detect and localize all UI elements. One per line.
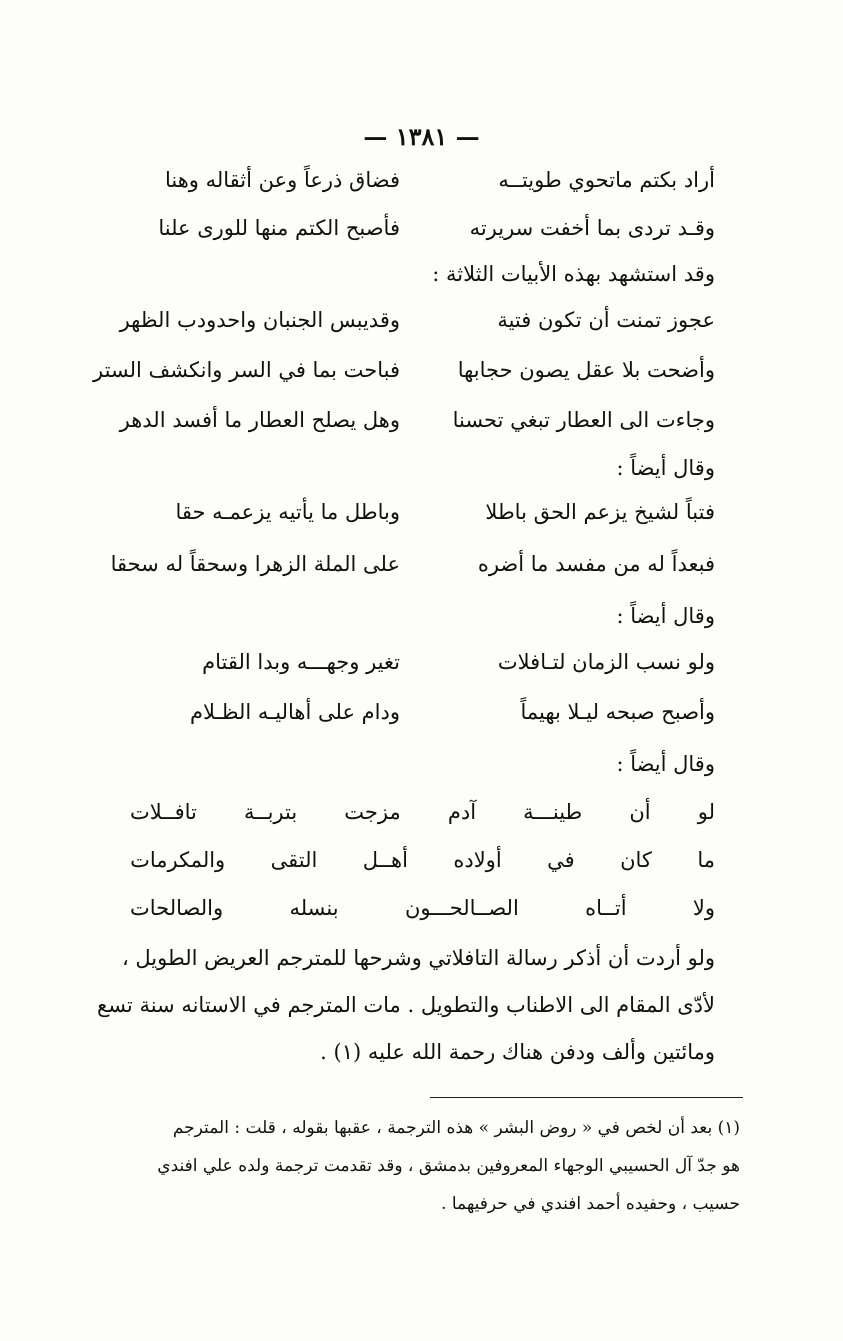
footnote-divider xyxy=(430,1097,743,1098)
footnote-line: هو جدّ آل الحسيبي الوجهاء المعروفين بدمشق ، وقد تقدمت ترجمة ولده علي افندي xyxy=(157,1156,740,1176)
verse-word: بنسله xyxy=(289,896,339,920)
verse-word: التقى xyxy=(270,848,318,872)
second-hemistich: فضاق ذرعاً وعن أثقاله وهنا xyxy=(164,168,400,192)
verse-word: في xyxy=(547,848,575,872)
verse-word: ولا xyxy=(692,896,715,920)
intro-line: وقال أيضاً : xyxy=(616,456,715,480)
second-hemistich: فباحت بما في السر وانكشف الستر xyxy=(92,358,400,382)
poem-couplet xyxy=(110,552,715,592)
poem-couplet xyxy=(130,700,715,740)
first-hemistich: وقـد تردى بما أخفت سريرته xyxy=(469,216,715,240)
paragraph-line: لأدّى المقام الى الاطناب والتطويل . مات المترجم في الاستانه سنة تسع xyxy=(97,993,715,1017)
verse-word: كان xyxy=(620,848,652,872)
verse-word: تافــلات xyxy=(130,800,197,824)
first-hemistich: وجاءت الى العطار تبغي تحسنا xyxy=(452,408,715,432)
spaced-verse-line xyxy=(130,896,715,920)
second-hemistich: فأصبح الكتم منها للورى علنا xyxy=(158,216,400,240)
verse-word: طينـــة xyxy=(523,800,583,824)
intro-line: وقال أيضاً : xyxy=(616,752,715,776)
poem-couplet xyxy=(92,358,715,398)
page-number: — ١٣٨١ — xyxy=(363,122,480,151)
first-hemistich: ولو نسب الزمان لتـافلات xyxy=(497,650,715,674)
verse-word: آدم xyxy=(447,800,477,824)
paragraph-line: ومائتين وألف ودفن هناك رحمة الله عليه (١) . xyxy=(320,1040,715,1064)
second-hemistich: ودام على أهاليـه الظـلام xyxy=(190,700,400,724)
footnote-line: حسيب ، وحفيده أحمد افندي في حرفيهما . xyxy=(441,1194,740,1214)
poem-couplet xyxy=(130,216,715,256)
intro-line: وقال أيضاً : xyxy=(616,604,715,628)
verse-word: والصالحات xyxy=(130,896,224,920)
spaced-verse-line xyxy=(130,800,715,824)
paragraph-line: ولو أردت أن أذكر رسالة التافلاتي وشرحها للمترجم العريض الطويل ، xyxy=(121,946,715,970)
verse-word: ما xyxy=(697,848,715,872)
verse-word: لو xyxy=(697,800,715,824)
poem-couplet xyxy=(119,308,715,348)
verse-word: الصــالحـــون xyxy=(404,896,519,920)
first-hemistich: وأصبح صبحه ليـلا بهيماً xyxy=(520,700,715,724)
verse-word: والمكرمات xyxy=(130,848,226,872)
verse-word: أتــاه xyxy=(585,896,627,920)
verse-word: مزجت xyxy=(344,800,401,824)
first-hemistich: فبعداً له من مفسد ما أضره xyxy=(477,552,715,576)
verse-word: بتربــة xyxy=(244,800,298,824)
first-hemistich: وأضحت بلا عقل يصون حجابها xyxy=(457,358,715,382)
second-hemistich: وهل يصلح العطار ما أفسد الدهر xyxy=(119,408,400,432)
first-hemistich: فتباً لشيخ يزعم الحق باطلا xyxy=(485,500,715,524)
poem-couplet xyxy=(130,500,715,540)
intro-line: وقد استشهد بهذه الأبيات الثلاثة : xyxy=(432,262,715,286)
poem-couplet xyxy=(130,650,715,690)
verse-word: أهــل xyxy=(362,848,408,872)
second-hemistich: وقديبس الجنبان واحدودب الظهر xyxy=(119,308,400,332)
verse-word: أن xyxy=(629,800,651,824)
poem-couplet xyxy=(119,408,715,448)
first-hemistich: أراد بكتم ماتحوي طويتــه xyxy=(498,168,715,192)
footnote-line: (١) بعد أن لخص في « روض البشر » هذه الترجمة ، عقبها بقوله ، قلت : المترجم xyxy=(172,1118,740,1138)
second-hemistich: على الملة الزهرا وسحقاً له سحقا xyxy=(110,552,400,576)
poem-couplet xyxy=(130,168,715,208)
second-hemistich: تغير وجهـــه وبدا القتام xyxy=(202,650,400,674)
first-hemistich: عجوز تمنت أن تكون فتية xyxy=(497,308,715,332)
spaced-verse-line xyxy=(130,848,715,872)
second-hemistich: وباطل ما يأتيه يزعمـه حقا xyxy=(175,500,400,524)
verse-word: أولاده xyxy=(453,848,502,872)
